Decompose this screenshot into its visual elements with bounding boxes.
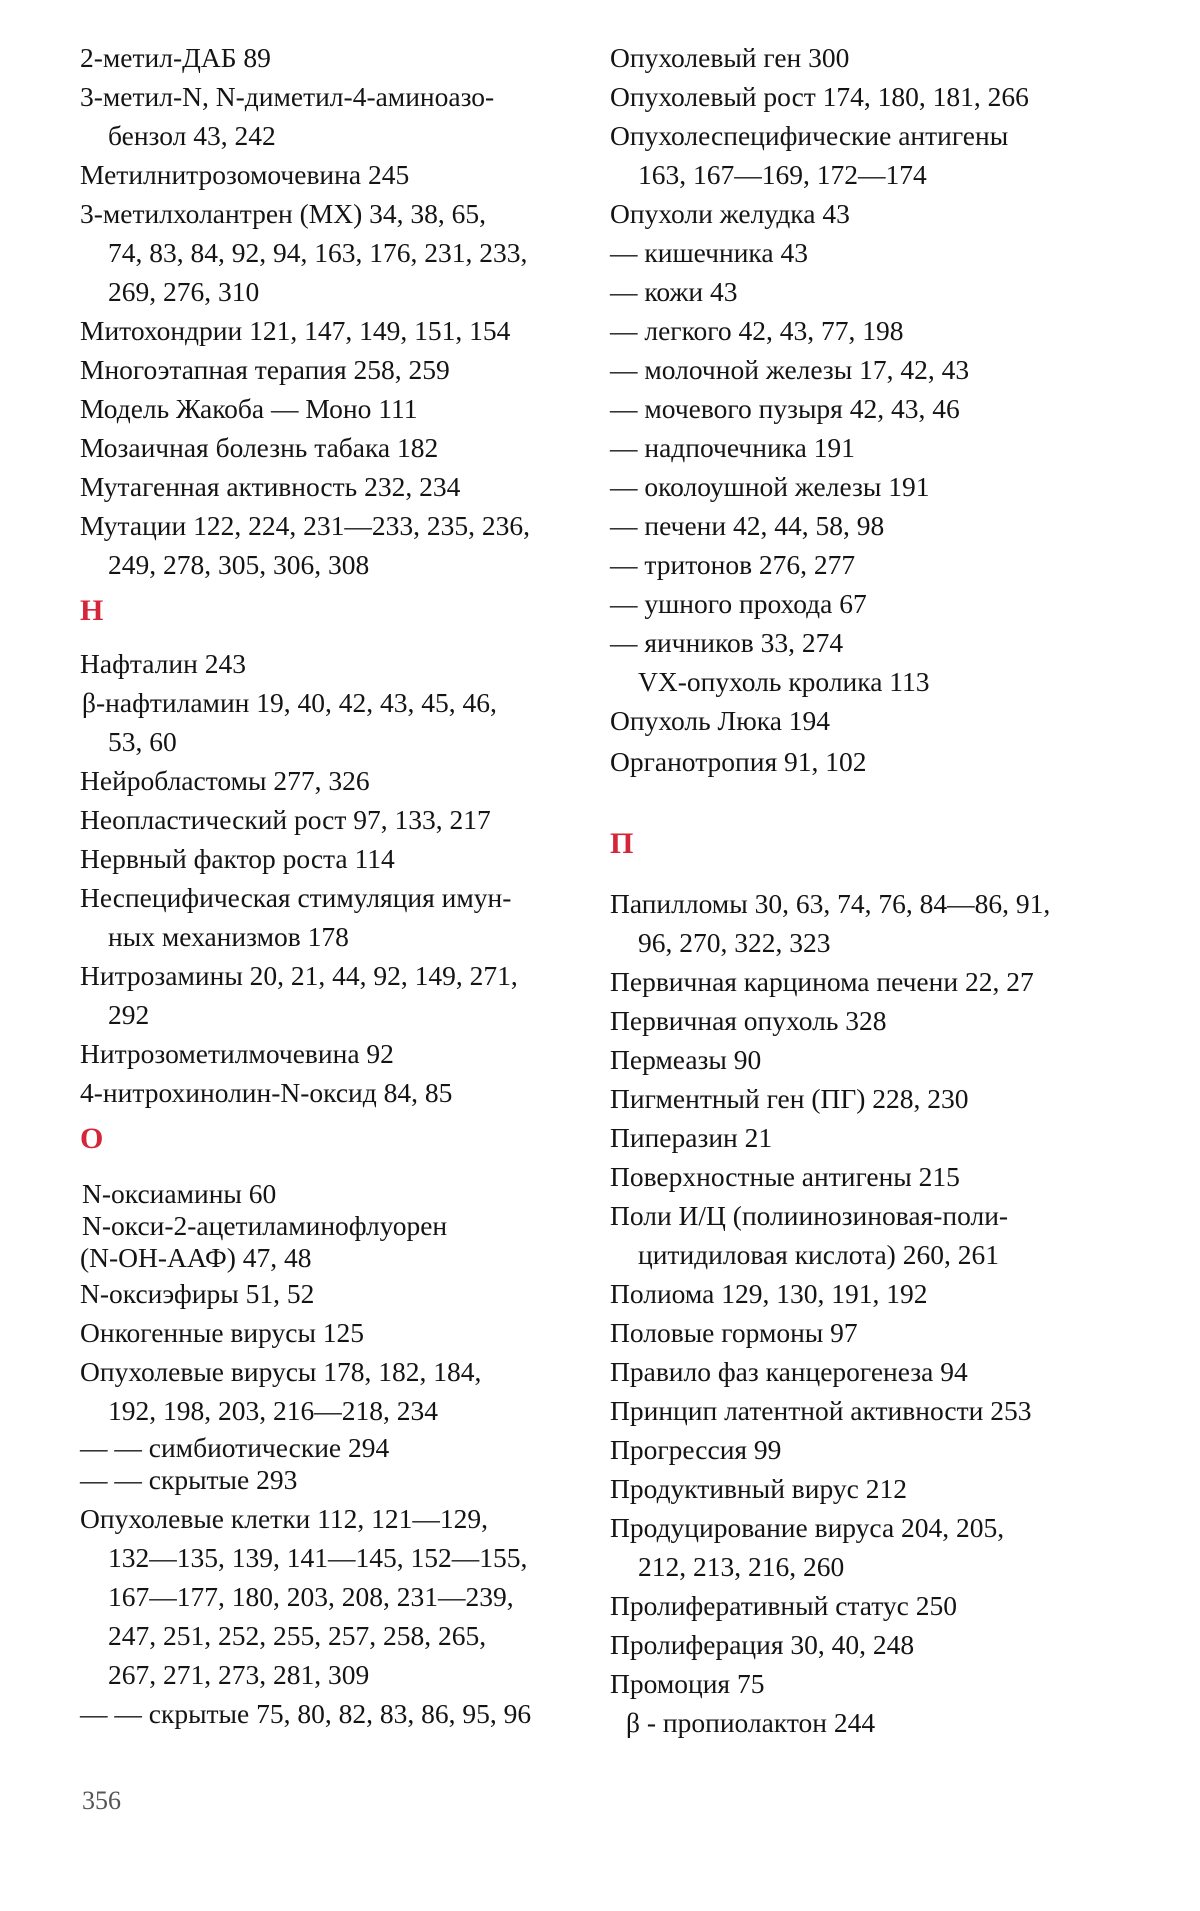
index-entry: 3-метил-N, N-диметил-4-аминоазо- [80,81,495,112]
index-entry: Нитрозометилмочевина 92 [80,1038,394,1069]
index-entry: Промоция 75 [610,1668,765,1699]
index-entry: Мутагенная активность 232, 234 [80,471,461,502]
index-entry: Онкогенные вирусы 125 [80,1317,365,1348]
index-entry: — мочевого пузыря 42, 43, 46 [610,393,960,424]
index-entry: Мутации 122, 224, 231—233, 235, 236, [80,510,530,541]
index-entry: Пролиферация 30, 40, 248 [610,1629,915,1660]
index-entry: Опухолевые клетки 112, 121—129, [80,1503,489,1534]
index-entry: Продуктивный вирус 212 [610,1473,907,1504]
index-entry: Митохондрии 121, 147, 149, 151, 154 [80,315,511,346]
index-entry: — яичников 33, 274 [610,627,844,658]
index-entry: Неопластический рост 97, 133, 217 [80,804,491,835]
index-entry-continuation: 247, 251, 252, 255, 257, 258, 265, [108,1620,487,1651]
index-entry: — надпочечника 191 [610,432,855,463]
index-entry-continuation: 249, 278, 305, 306, 308 [108,549,370,580]
index-entry-continuation: 192, 198, 203, 216—218, 234 [108,1395,438,1426]
index-entry: Опухолевый ген 300 [610,42,850,73]
index-entry: Органотропия 91, 102 [610,746,867,777]
section-letter: О [80,1122,104,1155]
index-entry: — кишечника 43 [610,237,808,268]
index-entry: 2-метил-ДАБ 89 [80,42,271,73]
section-letter: Н [80,594,104,627]
index-entry: β - пропиолактон 244 [626,1707,876,1738]
index-entry: — легкого 42, 43, 77, 198 [610,315,904,346]
index-entry: Опухоль Люка 194 [610,705,831,736]
index-entry: — — скрытые 293 [80,1464,298,1495]
index-entry-continuation: цитидиловая кислота) 260, 261 [638,1239,999,1270]
index-entry: Мозаичная болезнь табака 182 [80,432,439,463]
index-entry: — околоушной железы 191 [610,471,930,502]
index-entry-continuation: 292 [108,999,150,1030]
index-entry: Пермеазы 90 [610,1044,762,1075]
index-entry: — — симбиотические 294 [80,1432,390,1463]
index-entry: Продуцирование вируса 204, 205, [610,1512,1005,1543]
index-entry-continuation: 74, 83, 84, 92, 94, 163, 176, 231, 233, [108,237,528,268]
index-entry: Нейробластомы 277, 326 [80,765,370,796]
index-entry: Правило фаз канцерогенеза 94 [610,1356,968,1387]
index-entry: Неспецифическая стимуляция имун- [80,882,512,913]
index-entry: 4-нитрохинолин-N-оксид 84, 85 [80,1077,453,1108]
index-entry: — печени 42, 44, 58, 98 [610,510,885,541]
index-entry: Нафталин 243 [80,648,246,679]
index-entry: Первичная карцинома печени 22, 27 [610,966,1034,997]
index-entry: — тритонов 276, 277 [610,549,856,580]
index-entry: Опухолеспецифические антигены [610,120,1009,151]
index-entry: — кожи 43 [610,276,738,307]
index-entry: Прогрессия 99 [610,1434,782,1465]
index-entry: Полиома 129, 130, 191, 192 [610,1278,928,1309]
index-entry: N-оксиамины 60 [82,1178,277,1209]
index-entry: Опухолевые вирусы 178, 182, 184, [80,1356,482,1387]
index-entry: Нервный фактор роста 114 [80,843,395,874]
index-entry: — — скрытые 75, 80, 82, 83, 86, 95, 96 [80,1698,532,1729]
index-entry: Пигментный ген (ПГ) 228, 230 [610,1083,969,1114]
index-entry-continuation: 163, 167—169, 172—174 [638,159,927,190]
index-entry: Пролиферативный статус 250 [610,1590,957,1621]
index-entry-continuation: 267, 271, 273, 281, 309 [108,1659,370,1690]
index-entry-continuation: 96, 270, 322, 323 [638,927,831,958]
index-entry-continuation: 167—177, 180, 203, 208, 231—239, [108,1581,514,1612]
index-entry: — молочной железы 17, 42, 43 [610,354,970,385]
index-entry: — ушного прохода 67 [610,588,867,619]
index-entry: Опухоли желудка 43 [610,198,850,229]
index-entry: (N-OH-ААФ) 47, 48 [80,1242,312,1273]
index-entry: Половые гормоны 97 [610,1317,858,1348]
index-entry: Пиперазин 21 [610,1122,773,1153]
index-entry-continuation: ных механизмов 178 [108,921,349,952]
index-entry: Принцип латентной активности 253 [610,1395,1032,1426]
index-entry-continuation: 269, 276, 310 [108,276,260,307]
index-entry: Поли И/Ц (полиинозиновая-поли- [610,1200,1009,1231]
index-entry-continuation: 132—135, 139, 141—145, 152—155, [108,1542,528,1573]
index-entry-continuation: бензол 43, 242 [108,120,276,151]
page-number: 356 [82,1786,121,1815]
index-entry: Метилнитрозомочевина 245 [80,159,410,190]
index-entry: N-окси-2-ацетиламинофлуорен [82,1210,448,1241]
index-entry: β-нафтиламин 19, 40, 42, 43, 45, 46, [82,687,497,718]
index-entry-continuation: 53, 60 [108,726,177,757]
section-letter: П [610,827,634,860]
index-entry: Опухолевый рост 174, 180, 181, 266 [610,81,1029,112]
index-entry-continuation: 212, 213, 216, 260 [638,1551,845,1582]
index-entry: Многоэтапная терапия 258, 259 [80,354,450,385]
index-entry: N-оксиэфиры 51, 52 [80,1278,315,1309]
index-entry: Модель Жакоба — Моно 111 [80,393,418,424]
index-entry: Нитрозамины 20, 21, 44, 92, 149, 271, [80,960,518,991]
index-entry: Первичная опухоль 328 [610,1005,887,1036]
index-entry: 3-метилхолантрен (МХ) 34, 38, 65, [80,198,486,229]
index-entry-continuation: VX-опухоль кролика 113 [638,666,930,697]
index-entry: Поверхностные антигены 215 [610,1161,960,1192]
index-entry: Папилломы 30, 63, 74, 76, 84—86, 91, [610,888,1051,919]
